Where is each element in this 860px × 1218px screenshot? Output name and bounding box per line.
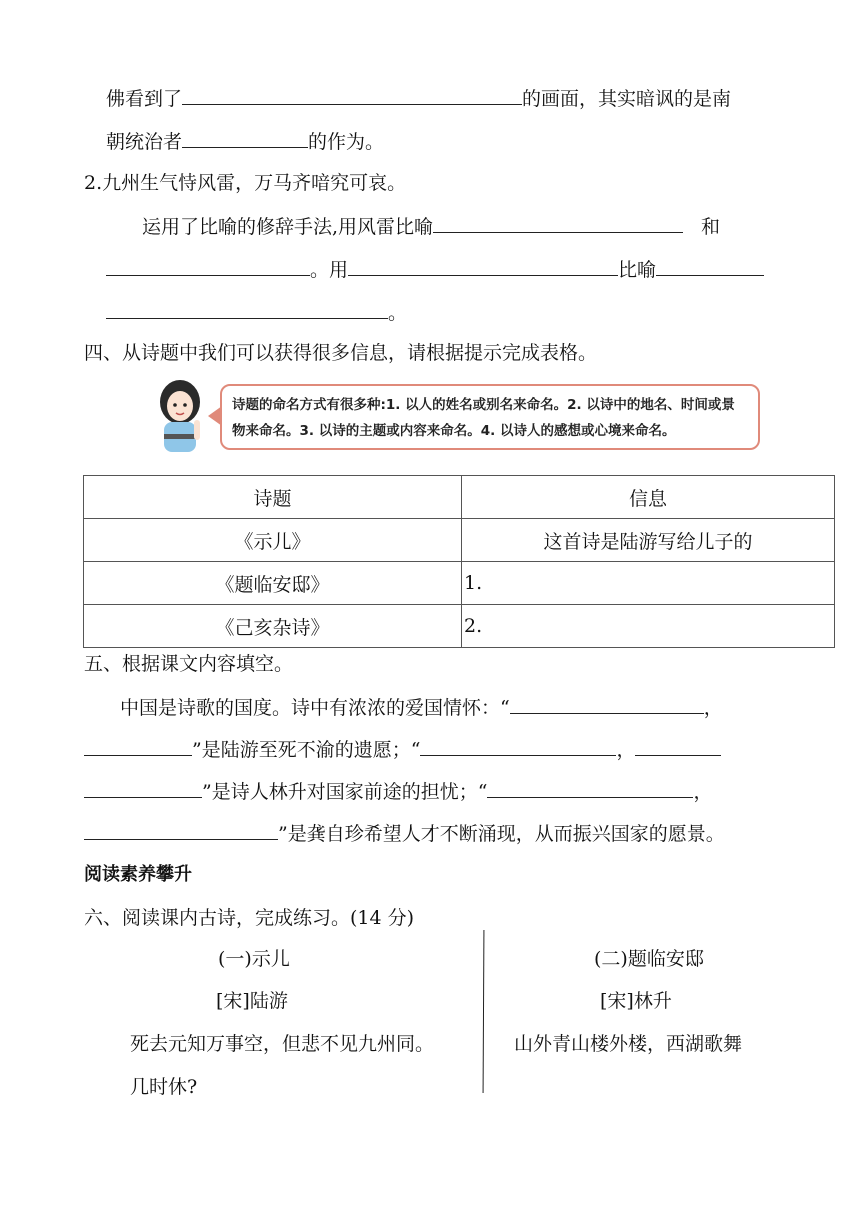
answer-blank[interactable] — [84, 735, 192, 756]
question-4-title: 四、从诗题中我们可以获得很多信息，请根据提示完成表格。 — [84, 342, 598, 364]
answer-blank[interactable] — [420, 735, 616, 756]
question-5-title: 五、根据课文内容填空。 — [84, 653, 294, 675]
answer-blank[interactable] — [656, 255, 764, 276]
text: ”是诗人林升对国家前途的担忧；“ — [202, 781, 488, 803]
text: 。用 — [310, 259, 349, 281]
table-cell: 这首诗是陆游写给儿子的 — [462, 519, 835, 562]
header-cell: 信息 — [462, 476, 835, 519]
answer-blank[interactable] — [106, 298, 388, 319]
answer-blank[interactable] — [84, 777, 202, 798]
text: 朝统治者 — [106, 131, 183, 153]
info-table — [83, 475, 835, 648]
text: 比喻 — [618, 259, 657, 281]
table-header-row — [84, 476, 835, 519]
fill-line-9 — [84, 819, 725, 847]
teacher-illustration-icon — [150, 376, 212, 456]
poem1-author: [宋]陆游 — [216, 990, 288, 1012]
fill-line-7 — [84, 735, 721, 763]
fill-line-2 — [106, 127, 384, 155]
answer-cell[interactable]: 1. — [462, 562, 835, 605]
header-cell: 诗题 — [84, 476, 462, 519]
text: ， — [616, 739, 636, 761]
text: ， — [703, 697, 723, 719]
fill-line-3 — [142, 212, 720, 240]
text: 的画面，其实暗讽的是南 — [522, 88, 732, 110]
answer-blank[interactable] — [433, 212, 683, 233]
answer-blank[interactable] — [348, 255, 618, 276]
answer-blank[interactable] — [487, 777, 693, 798]
question-6-title: 六、阅读课内古诗，完成练习。(14 分) — [84, 907, 415, 929]
text: 运用了比喻的修辞手法,用风雷比喻 — [142, 216, 434, 238]
answer-blank[interactable] — [84, 819, 278, 840]
question-item-2: 2.九州生气恃风雷，万马齐喑究可哀。 — [84, 172, 407, 194]
tip-text: 诗题的命名方式有很多种:1. 以人的姓名或别名来命名。2. 以诗中的地名、时间或景物来命名。3. 以诗的主题或内容来命名。4. 以诗人的感想或心境来命名。 — [220, 384, 760, 450]
poem2-line: 山外青山楼外楼，西湖歌舞 — [514, 1033, 743, 1055]
tip-callout — [150, 382, 760, 454]
table-cell: 《示儿》 — [84, 519, 462, 562]
answer-blank[interactable] — [182, 127, 308, 148]
text: ， — [693, 781, 713, 803]
table-cell: 《己亥杂诗》 — [84, 605, 462, 648]
table-cell: 《题临安邸》 — [84, 562, 462, 605]
answer-blank[interactable] — [635, 735, 721, 756]
fill-line-4 — [106, 255, 764, 283]
column-divider — [483, 930, 485, 1093]
answer-blank[interactable] — [106, 255, 310, 276]
answer-blank[interactable] — [510, 693, 704, 714]
poem1-line: 死去元知万事空，但悲不见九州同。 — [130, 1033, 435, 1055]
fill-line-6 — [120, 693, 723, 721]
fill-line-1 — [106, 84, 731, 112]
poem2-title: (二)题临安邸 — [594, 948, 704, 970]
poem1-line: 几时休? — [130, 1076, 198, 1098]
fill-line-8 — [84, 777, 712, 805]
answer-blank[interactable] — [182, 84, 522, 105]
table-row — [84, 519, 835, 562]
text: ”是陆游至死不渝的遗愿；“ — [192, 739, 421, 761]
fill-line-5 — [106, 298, 407, 326]
answer-cell[interactable]: 2. — [462, 605, 835, 648]
table-row — [84, 605, 835, 648]
text: 中国是诗歌的国度。诗中有浓浓的爱国情怀：“ — [120, 697, 510, 719]
text: 。 — [388, 302, 408, 324]
text: 佛看到了 — [106, 88, 183, 110]
text: 的作为。 — [308, 131, 385, 153]
section-heading: 阅读素养攀升 — [84, 864, 192, 885]
poem2-author: [宋]林升 — [600, 990, 672, 1012]
text: 和 — [701, 216, 721, 238]
poem1-title: (一)示儿 — [218, 948, 290, 970]
table-row — [84, 562, 835, 605]
text: ”是龚自珍希望人才不断涌现，从而振兴国家的愿景。 — [278, 823, 725, 845]
